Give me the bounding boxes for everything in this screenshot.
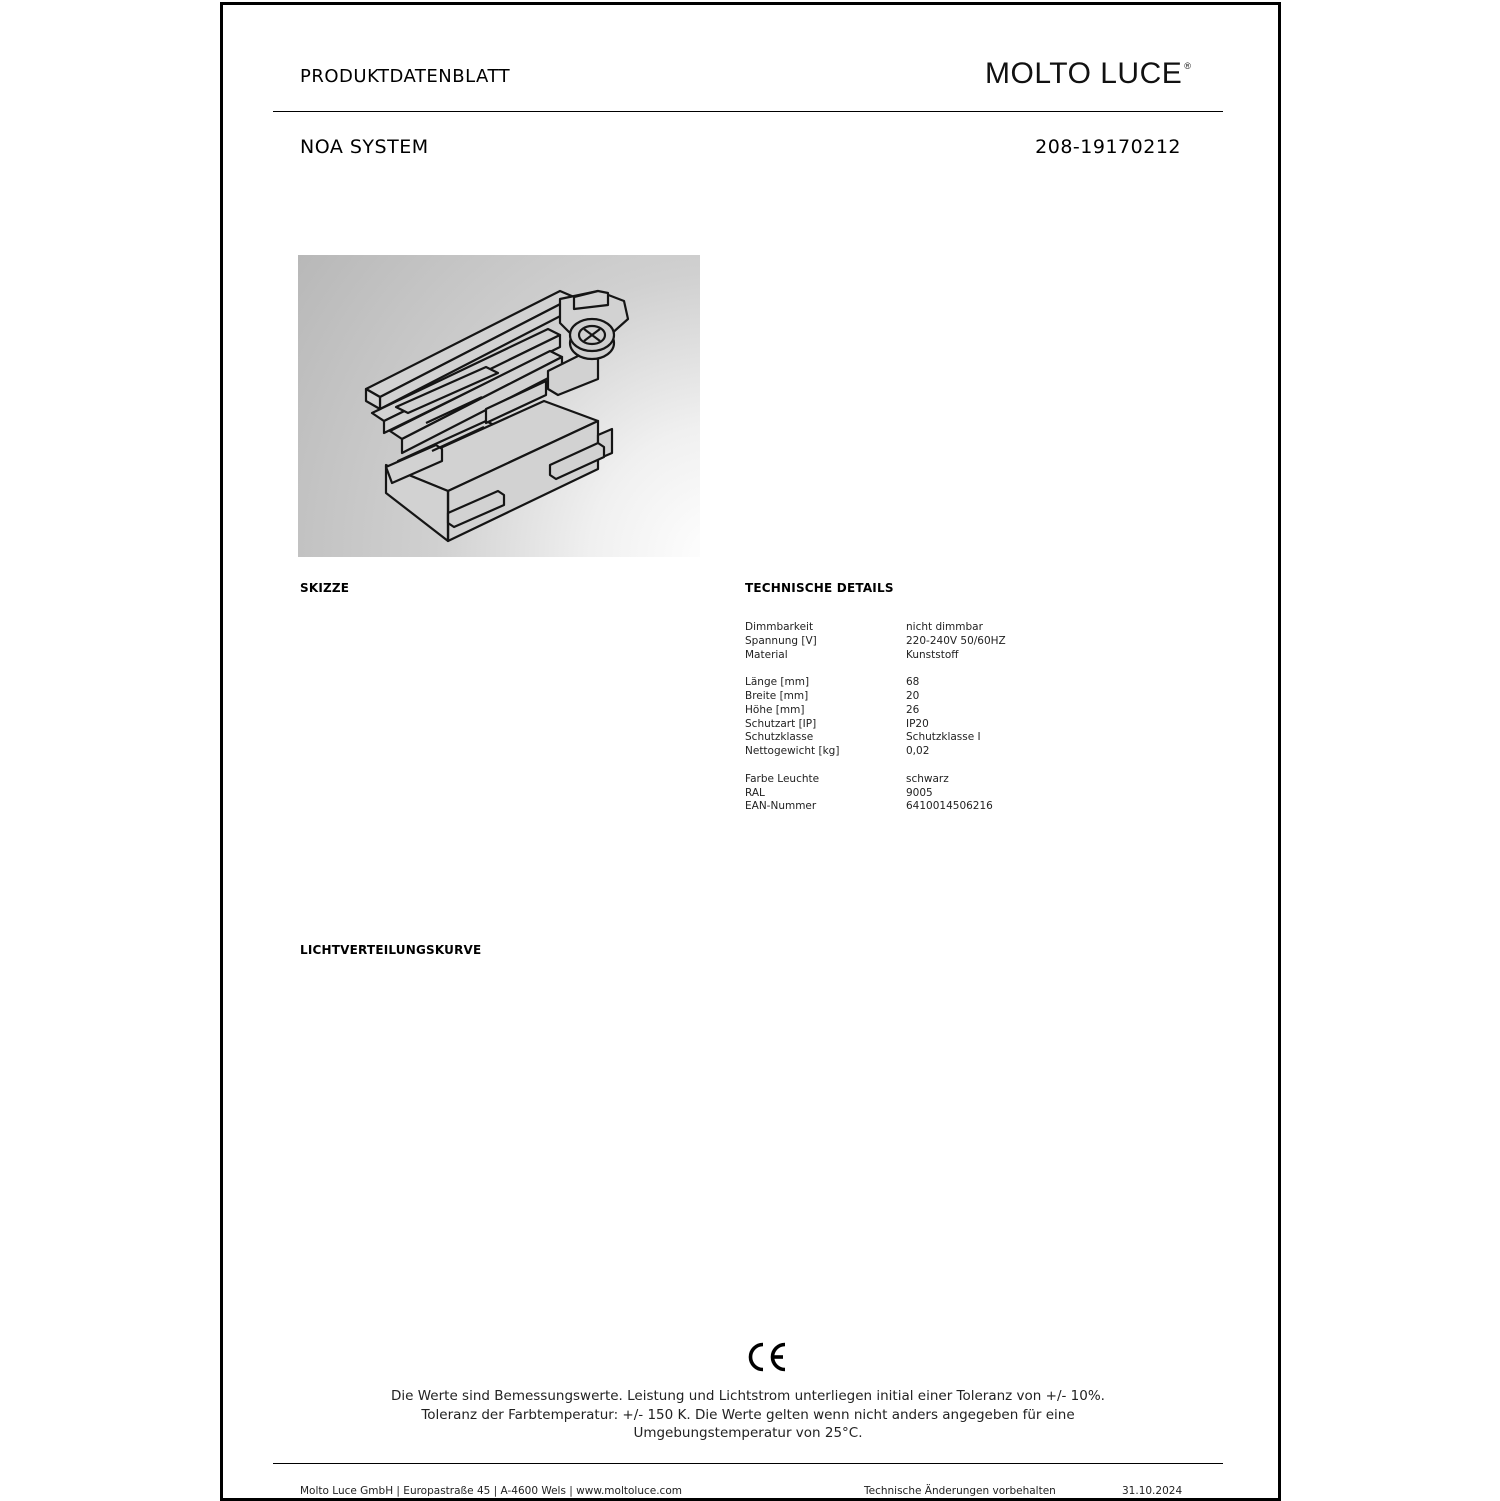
footer-divider — [273, 1463, 1223, 1464]
spec-label: EAN-Nummer — [745, 800, 817, 813]
spec-label: Dimmbarkeit — [745, 621, 814, 633]
technical-details-heading: TECHNISCHE DETAILS — [745, 581, 894, 595]
spec-row — [745, 800, 1165, 814]
spec-value: 6410014506216 — [906, 800, 993, 813]
spec-row — [745, 690, 1165, 704]
technical-details-table — [745, 621, 1165, 828]
spec-row — [745, 773, 1165, 787]
product-image — [298, 255, 700, 557]
spec-label: Nettogewicht [kg] — [745, 745, 840, 758]
spec-row — [745, 731, 1165, 745]
brand-logo — [985, 57, 1191, 91]
spec-label: Schutzart [IP] — [745, 717, 817, 730]
spec-row — [745, 621, 1165, 635]
spec-value: 26 — [906, 703, 920, 716]
spec-label: RAL — [745, 786, 765, 799]
document-type: PRODUKTDATENBLATT — [300, 66, 511, 87]
spec-label: Höhe [mm] — [745, 703, 805, 716]
header-divider — [273, 111, 1223, 112]
sketch-heading: SKIZZE — [300, 581, 350, 595]
disclaimer-line: Die Werte sind Bemessungswerte. Leistung und Lichtstrom unterliegen initial einer Toleranz von +/- 10%. — [391, 1388, 1105, 1404]
spec-value: Kunststoff — [906, 648, 959, 661]
spec-label: Farbe Leuchte — [745, 772, 820, 785]
spec-row — [745, 745, 1165, 759]
disclaimer — [273, 1387, 1223, 1443]
track-adapter-drawing-icon — [298, 255, 700, 557]
spec-row — [745, 649, 1165, 663]
disclaimer-line: Umgebungstemperatur von 25°C. — [633, 1425, 863, 1441]
spec-row — [745, 787, 1165, 801]
datasheet-page — [220, 2, 1281, 1501]
spec-label: Spannung [V] — [745, 634, 817, 647]
spec-value: schwarz — [906, 772, 949, 785]
light-distribution-heading: LICHTVERTEILUNGSKURVE — [300, 943, 482, 957]
brand-logo-text: MOLTO LUCE — [985, 57, 1183, 90]
spec-label: Schutzklasse — [745, 731, 814, 744]
disclaimer-line: Toleranz der Farbtemperatur: +/- 150 K. Die Werte gelten wenn nicht anders angegeben für eine — [421, 1406, 1075, 1423]
spec-row — [745, 704, 1165, 718]
footer-company-info: Molto Luce GmbH | Europastraße 45 | A-4600 Wels | www.moltoluce.com — [300, 1485, 682, 1497]
spec-value: Schutzklasse I — [906, 731, 981, 744]
spec-row — [745, 676, 1165, 690]
spec-value: 20 — [906, 689, 920, 702]
article-number: 208-19170212 — [1035, 136, 1181, 158]
spec-value: IP20 — [906, 717, 929, 730]
spec-row — [745, 718, 1165, 732]
spec-label: Breite [mm] — [745, 689, 809, 702]
registered-mark: ® — [1184, 61, 1192, 71]
footer-change-note: Technische Änderungen vorbehalten — [864, 1485, 1056, 1497]
spec-label: Material — [745, 648, 788, 661]
spec-row — [745, 635, 1165, 649]
spec-group-electrical — [745, 621, 1165, 662]
spec-group-finish — [745, 773, 1165, 814]
spec-label: Länge [mm] — [745, 676, 810, 689]
spec-value: 68 — [906, 676, 920, 689]
spec-value: 220-240V 50/60HZ — [906, 634, 1006, 647]
product-name: NOA SYSTEM — [300, 136, 429, 158]
ce-mark-icon — [744, 1341, 788, 1373]
spec-value: 9005 — [906, 786, 933, 799]
footer-date: 31.10.2024 — [1122, 1485, 1183, 1497]
spec-value: 0,02 — [906, 745, 930, 758]
spec-group-dimensions — [745, 676, 1165, 759]
spec-value: nicht dimmbar — [906, 621, 983, 633]
